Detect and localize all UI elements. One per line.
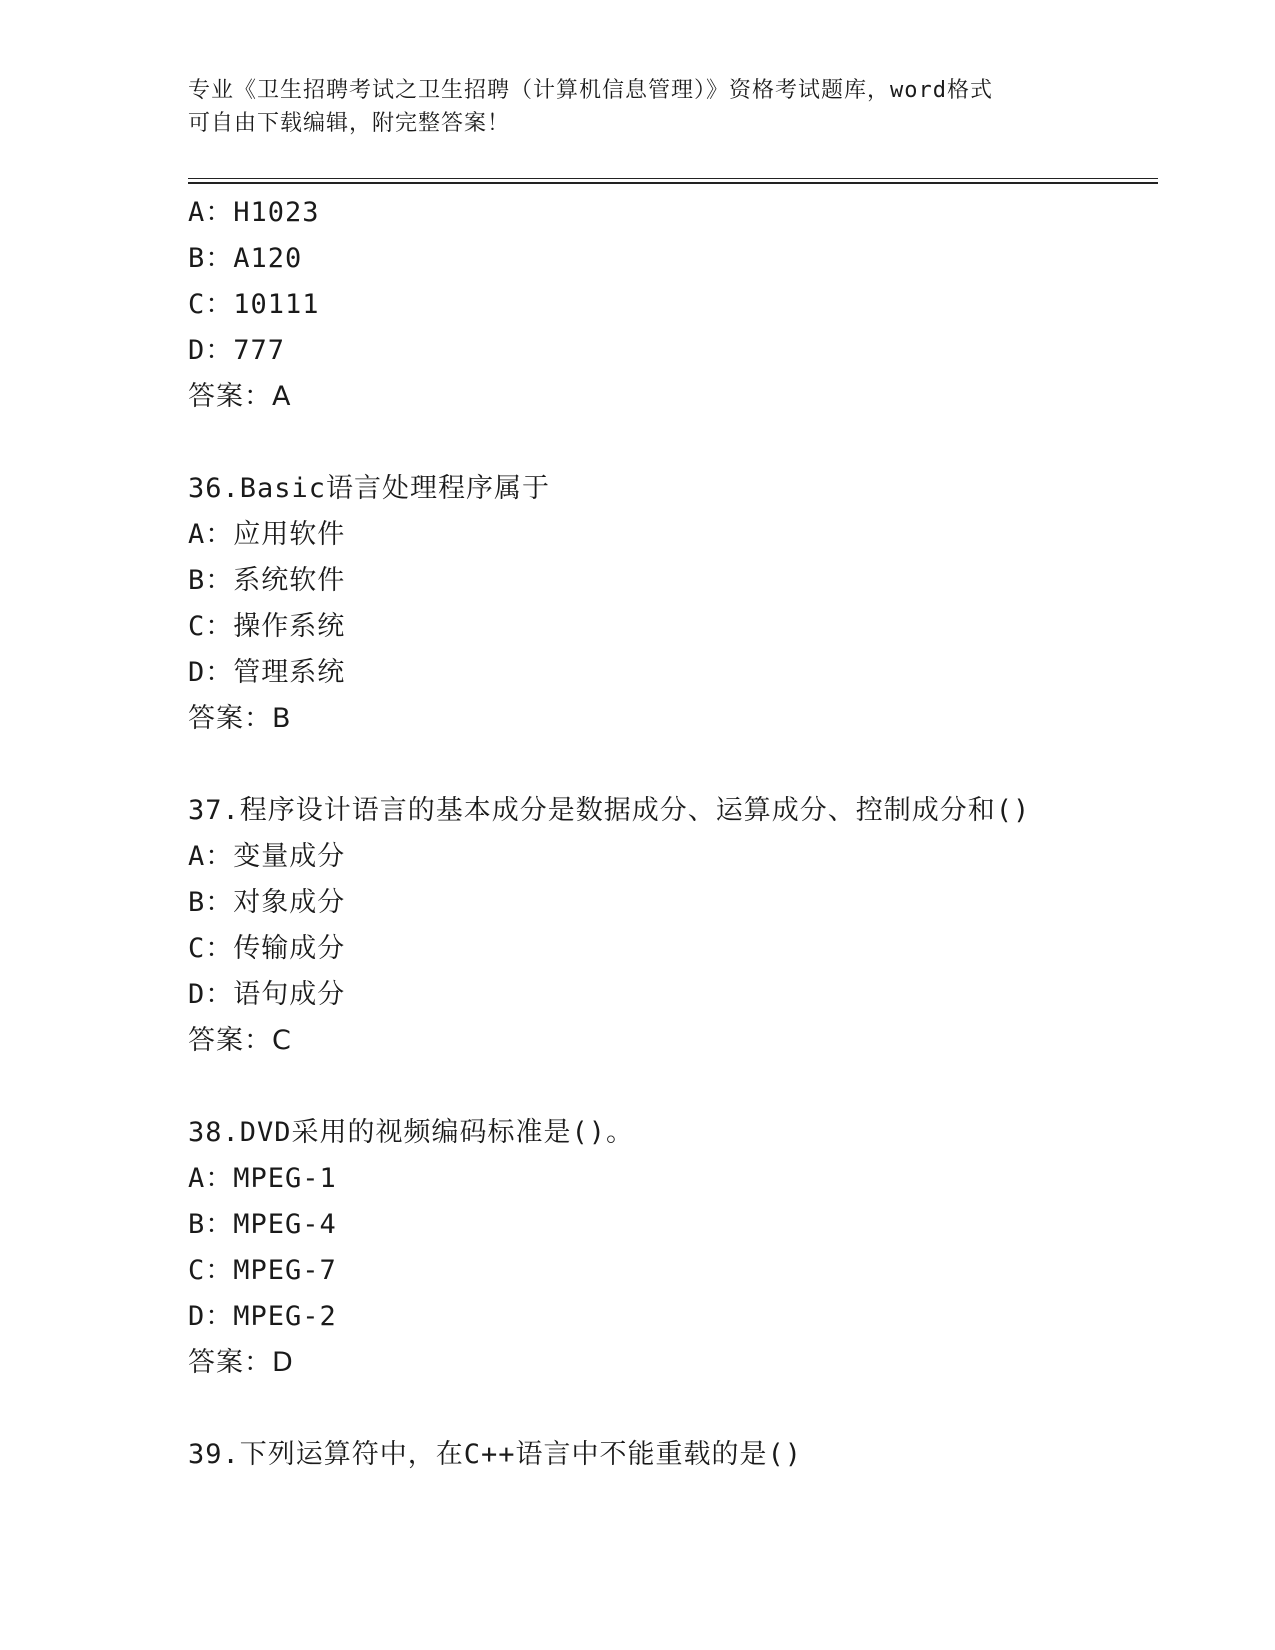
spacer	[188, 420, 1188, 466]
question-36	[188, 466, 1188, 742]
option-b: B：A120	[188, 243, 303, 274]
option-d: D：MPEG-2	[188, 1301, 337, 1332]
option-d: D：语句成分	[188, 979, 346, 1010]
question-text: 39.下列运算符中，在C++语言中不能重载的是()	[188, 1439, 803, 1470]
answer-line: 答案：C	[188, 1025, 292, 1056]
question-text: 38.DVD采用的视频编码标准是()。	[188, 1117, 635, 1148]
question-text: 36.Basic语言处理程序属于	[188, 473, 551, 504]
option-b: B：MPEG-4	[188, 1209, 337, 1240]
option-a: A：变量成分	[188, 841, 346, 872]
option-b: B：系统软件	[188, 565, 346, 596]
spacer	[188, 742, 1188, 788]
option-a: A：MPEG-1	[188, 1163, 337, 1194]
option-a: A：应用软件	[188, 519, 346, 550]
option-c: C：传输成分	[188, 933, 346, 964]
option-c: C：MPEG-7	[188, 1255, 337, 1286]
header-line-2: 可自由下载编辑，附完整答案！	[188, 111, 511, 136]
answer-line: 答案：D	[188, 1347, 294, 1378]
spacer	[188, 1386, 1188, 1432]
question-35	[188, 190, 1188, 420]
spacer	[188, 1064, 1188, 1110]
option-c: C：10111	[188, 289, 320, 320]
header-line-1: 专业《卫生招聘考试之卫生招聘（计算机信息管理）》资格考试题库，word格式	[188, 78, 993, 103]
question-38	[188, 1110, 1188, 1386]
option-d: D：管理系统	[188, 657, 346, 688]
option-b: B：对象成分	[188, 887, 346, 918]
header-divider-top	[188, 178, 1158, 179]
question-text: 37.程序设计语言的基本成分是数据成分、运算成分、控制成分和()	[188, 795, 1031, 826]
option-c: C：操作系统	[188, 611, 346, 642]
question-39	[188, 1432, 1188, 1478]
question-37	[188, 788, 1188, 1064]
document-header	[188, 74, 1088, 140]
answer-line: 答案：B	[188, 703, 292, 734]
question-list	[188, 190, 1188, 1478]
option-d: D：777	[188, 335, 286, 366]
header-divider-bottom	[188, 182, 1158, 184]
option-a: A：H1023	[188, 197, 320, 228]
answer-line: 答案：A	[188, 381, 292, 412]
